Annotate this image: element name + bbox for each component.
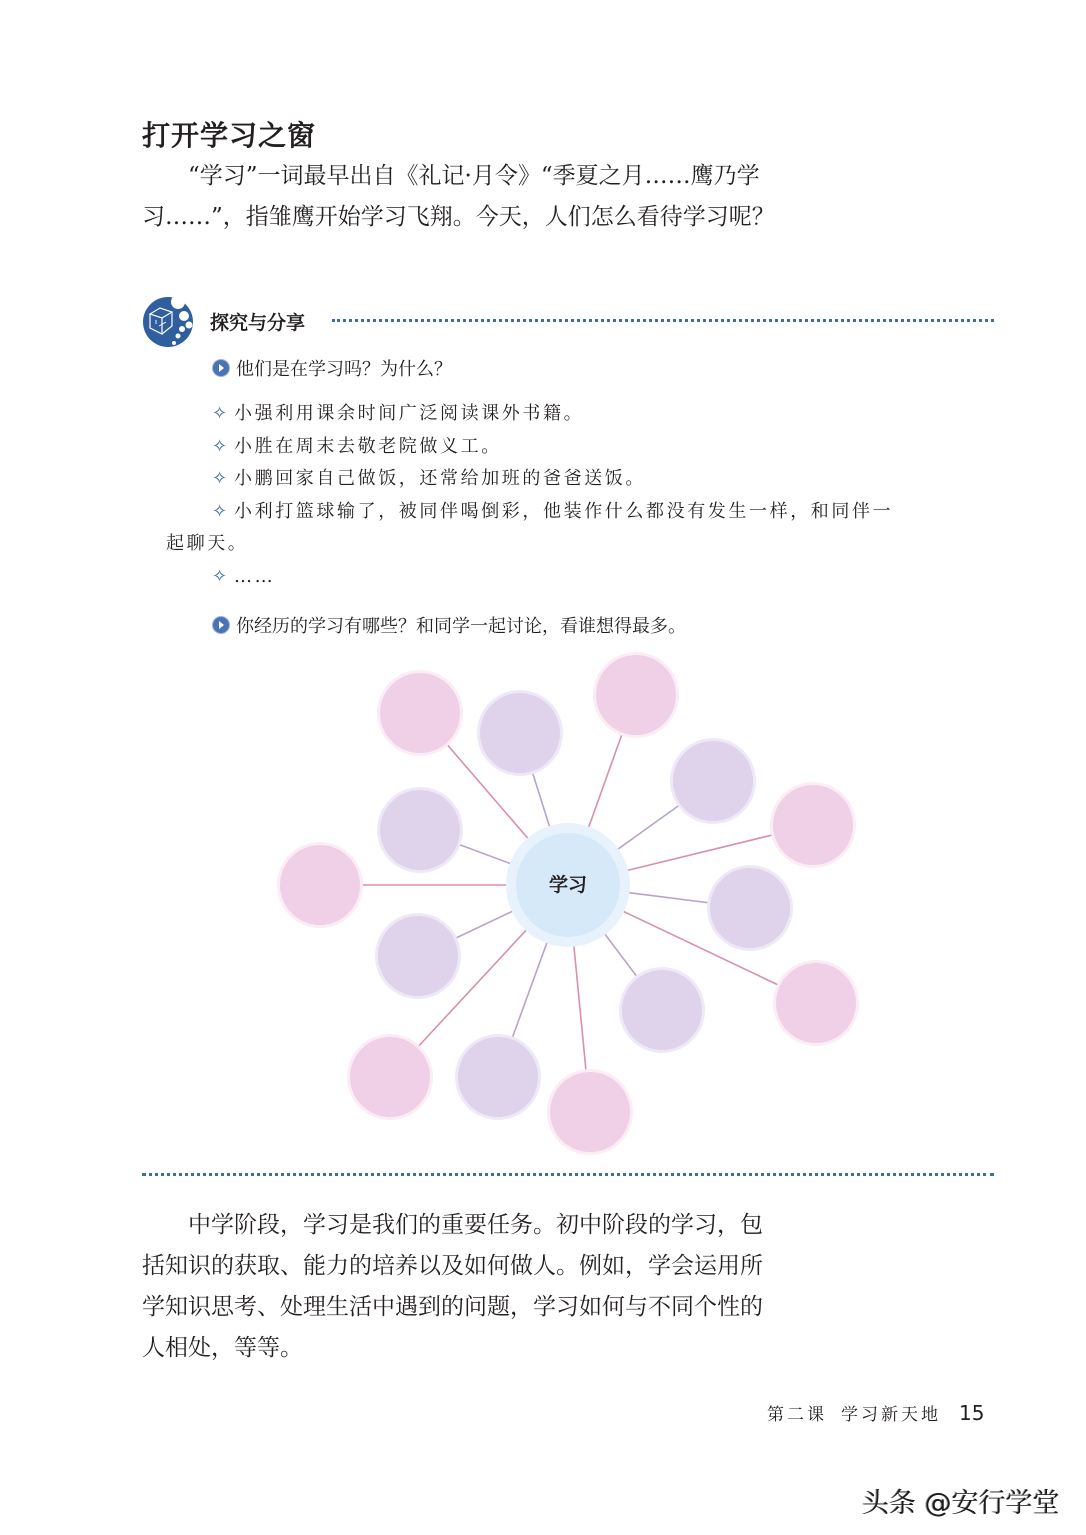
mind-map-node-purple [670, 738, 756, 824]
list-item-continuation: 起聊天。 [166, 533, 249, 554]
star-bullet-icon: ✧ [212, 403, 228, 424]
dotted-divider [332, 319, 994, 322]
mind-map-node-pink [277, 842, 363, 928]
mind-map-node-purple [377, 787, 463, 873]
list-item: ✧ 小胜在周末去敬老院做义工。 [142, 431, 982, 464]
list-item: ✧ …… [142, 561, 982, 594]
list-item: ✧ 小强利用课余时间广泛阅读课外书籍。 [142, 398, 982, 431]
page-number: 15 [959, 1401, 985, 1425]
question-1-text: 他们是在学习吗？为什么？ [236, 359, 452, 380]
mind-map-node-purple [455, 1034, 541, 1120]
mind-map-node-purple [477, 690, 563, 776]
mind-map-node-purple [707, 865, 793, 951]
example-list [142, 398, 982, 593]
mind-map-node-purple [375, 913, 461, 999]
star-bullet-icon: ✧ [212, 500, 228, 522]
question-2 [212, 612, 686, 638]
outro-paragraph [142, 1205, 782, 1369]
mind-map-node-pink [347, 1034, 433, 1120]
list-item: ✧ 小鹏回家自己做饭，还常给加班的爸爸送饭。 [142, 463, 982, 496]
center-node [506, 823, 630, 947]
star-bullet-icon: ✧ [212, 468, 228, 489]
intro-text: “学习”一词最早出自《礼记·月令》“季夏之月……鹰乃学习……”，指雏鹰开始学习飞翔。今天，人们怎么看待学习呢？ [142, 163, 775, 230]
mind-map-node-pink [377, 670, 463, 756]
page-footer [767, 1400, 984, 1425]
learning-mind-map [270, 640, 870, 1160]
star-bullet-icon: ✧ [212, 435, 228, 457]
star-bullet-icon: ✧ [212, 565, 228, 587]
mind-map-node-pink [773, 960, 859, 1046]
mind-map-node-pink [770, 782, 856, 868]
arrow-bullet-icon [212, 359, 230, 377]
explore-share-header [142, 294, 994, 348]
intro-paragraph [142, 156, 782, 238]
list-item: ✧ 小利打篮球输了，被同伴喝倒彩，他装作什么都没有发生一样，和同伴一 [142, 496, 982, 529]
watermark: 头条 @安行学堂 [862, 1488, 1060, 1519]
outro-text: 中学阶段，学习是我们的重要任务。初中阶段的学习，包括知识的获取、能力的培养以及如何做人。例如，学会运用所学知识思考、处理生活中遇到的问题，学习如何与不同个性的人相处，等等。 [142, 1212, 763, 1361]
lesson-title: 学习新天地 [841, 1405, 941, 1425]
mind-map-node-purple [619, 967, 705, 1053]
mind-map-node-pink [593, 652, 679, 738]
center-node-label: 学习 [548, 874, 588, 896]
dotted-divider-bottom [142, 1173, 994, 1176]
question-2-text: 你经历的学习有哪些？和同学一起讨论，看谁想得最多。 [236, 616, 686, 637]
lesson-number: 第二课 [767, 1405, 827, 1425]
arrow-bullet-icon [212, 616, 230, 634]
explore-share-title: 探究与分享 [210, 312, 306, 334]
section-title: 打开学习之窗 [142, 119, 317, 152]
mind-map-node-pink [547, 1069, 633, 1155]
cube-bubbles-icon [142, 294, 196, 348]
question-1 [212, 355, 452, 381]
